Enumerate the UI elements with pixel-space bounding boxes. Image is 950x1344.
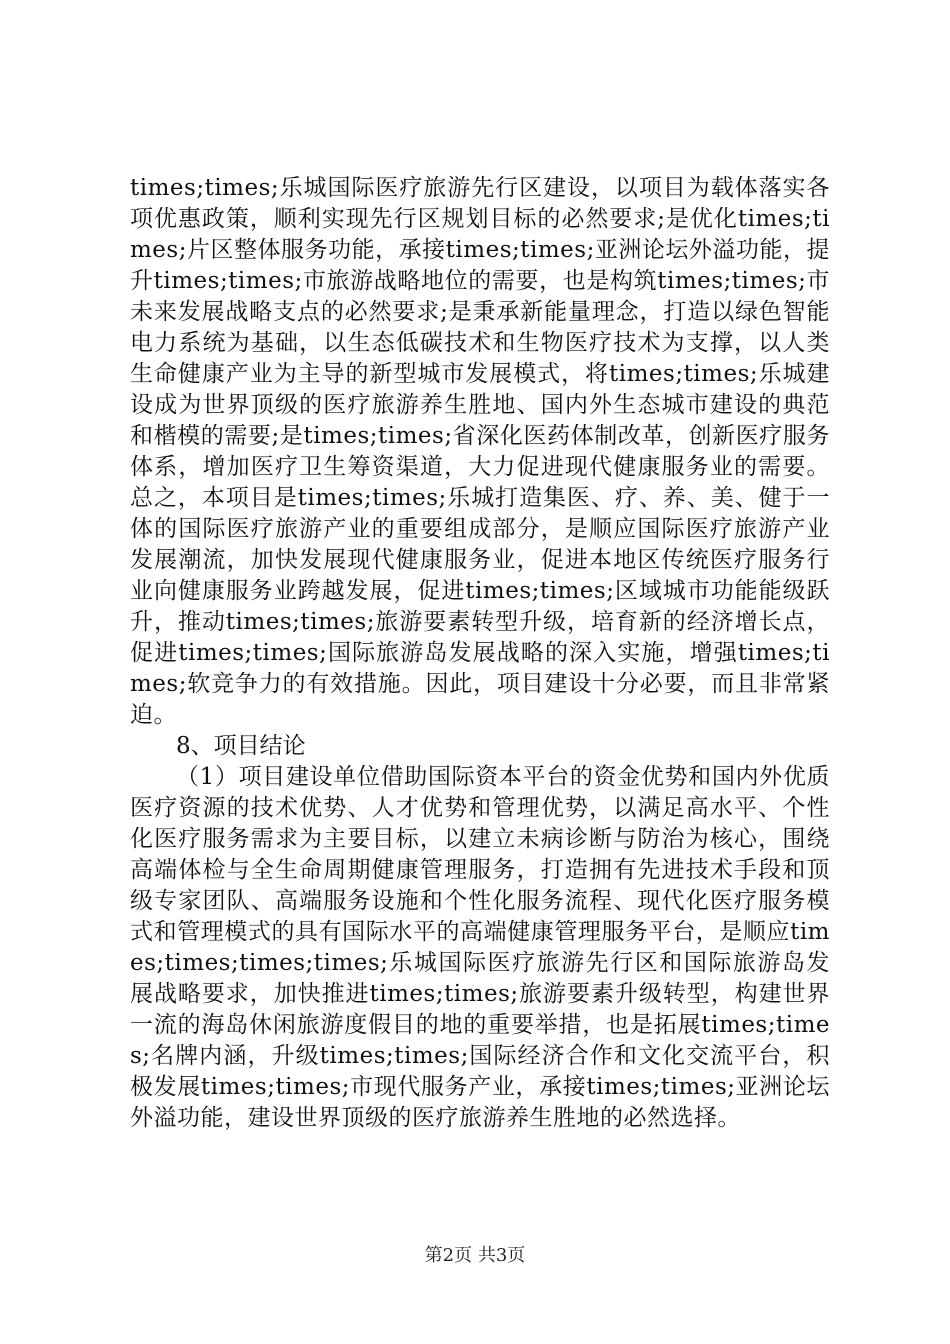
section-heading-project-conclusion: 8、项目结论 — [176, 733, 306, 759]
document-body — [130, 173, 830, 1134]
paragraph-conclusion-1: （1）项目建设单位借助国际资本平台的资金优势和国内外优质医疗资源的技术优势、人才优势和管理优势，以满足高水平、个性化医疗服务需求为主要目标，以建立未病诊断与防治为核心，围绕高端体检与全生命周期健康管理服务，打造拥有先进技术手段和顶级专家团队、高端服务设施和个性化服务流程、现代化医疗服务模式和管理模式的具有国际水平的高端健康管理服务平台，是顺应times;times;times;times;乐城国际医疗旅游先行区和国际旅游岛发展战略要求，加快推进times;times;旅游要素升级转型，构建世界一流的海岛休闲旅游度假目的地的重要举措，也是拓展times;times;名牌内涵，升级times;times;国际经济合作和文化交流平台，积极发展times;times;市现代服务产业，承接times;times;亚洲论坛外溢功能，建设世界顶级的医疗旅游养生胜地的必然选择。 — [130, 764, 830, 1131]
paragraph-project-necessity: times;times;乐城国际医疗旅游先行区建设，以项目为载体落实各项优惠政策，顺利实现先行区规划目标的必然要求;是优化times;times;片区整体服务功能，承接times;times;亚洲论坛外溢功能，提升times;times;市旅游战略地位的需要，也是构筑times;times;市未来发展战略支点的必然要求;是秉承新能量理念，打造以绿色智能电力系统为基础，以生态低碳技术和生物医疗技术为支撑，以人类生命健康产业为主导的新型城市发展模式，将times;times;乐城建设成为世界顶级的医疗旅游养生胜地、国内外生态城市建设的典范和楷模的需要;是times;times;省深化医药体制改革，创新医疗服务体系，增加医疗卫生筹资渠道，大力促进现代健康服务业的需要。总之，本项目是times;times;乐城打造集医、疗、养、美、健于一体的国际医疗旅游产业的重要组成部分，是顺应国际医疗旅游产业发展潮流，加快发展现代健康服务业，促进本地区传统医疗服务行业向健康服务业跨越发展，促进times;times;区域城市功能能级跃升，推动times;times;旅游要素转型升级，培育新的经济增长点，促进times;times;国际旅游岛发展战略的深入实施，增强times;times;软竞争力的有效措施。因此，项目建设十分必要，而且非常紧迫。 — [130, 175, 830, 728]
page-number-footer: 第2页 共3页 — [424, 1245, 526, 1266]
